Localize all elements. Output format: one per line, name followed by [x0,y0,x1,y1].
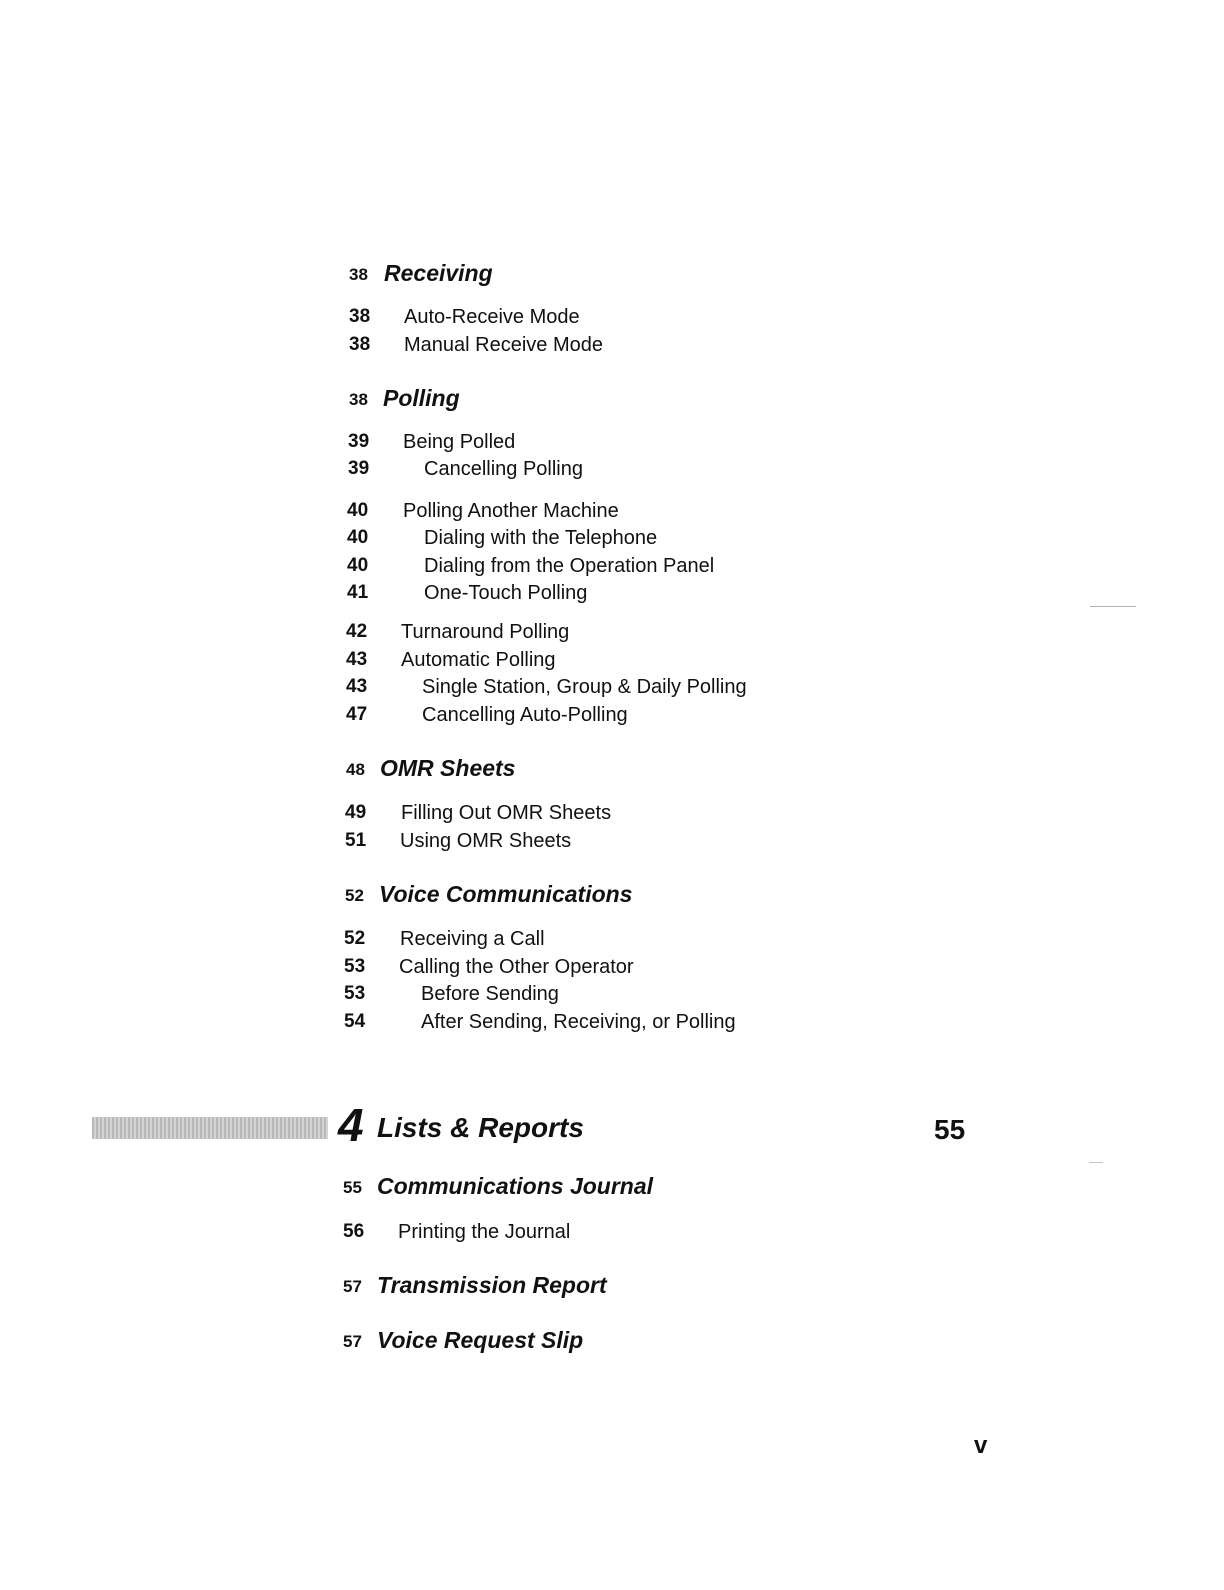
toc-subentry: Dialing from the Operation Panel [424,555,715,577]
section-heading: Transmission Report [377,1272,607,1298]
toc-entry: Using OMR Sheets [400,830,572,852]
entry-page-number: 43 [346,649,368,670]
entry-page-number: 54 [344,1011,366,1032]
toc-subentry: After Sending, Receiving, or Polling [421,1011,736,1033]
entry-page-number: 51 [345,830,367,851]
entry-page-number: 40 [347,500,369,521]
entry-page-number: 52 [344,928,366,949]
toc-entry: Manual Receive Mode [404,334,603,356]
margin-rule [1090,606,1136,607]
entry-page-number: 41 [347,582,369,603]
section-page-number: 48 [346,760,365,779]
toc-subentry: Cancelling Auto-Polling [422,704,628,726]
entry-page-number: 53 [344,956,366,977]
entry-page-number: 40 [347,555,369,576]
toc-entry: Filling Out OMR Sheets [401,802,612,824]
section-page-number: 57 [343,1332,362,1351]
chapter-page-number: 55 [934,1114,966,1145]
entry-page-number: 39 [348,458,370,479]
section-page-number: 55 [343,1178,362,1197]
toc-entry: Turnaround Polling [401,621,570,643]
entry-page-number: 40 [347,527,369,548]
toc-entry: Printing the Journal [398,1221,571,1243]
section-heading: Voice Communications [379,881,633,907]
entry-page-number: 43 [346,676,368,697]
entry-page-number: 49 [345,802,367,823]
entry-page-number: 56 [343,1221,365,1242]
entry-page-number: 38 [349,306,371,327]
entry-page-number: 42 [346,621,368,642]
toc-entry: Calling the Other Operator [399,956,634,978]
toc-subentry: Before Sending [421,983,559,1005]
toc-entry: Receiving a Call [400,928,545,950]
toc-entry: Being Polled [403,431,516,453]
section-page-number: 52 [345,886,364,905]
section-page-number: 38 [349,390,368,409]
toc-entry: Automatic Polling [401,649,556,671]
section-page-number: 38 [349,265,368,284]
margin-tick [1089,1162,1103,1163]
section-heading: Communications Journal [377,1173,654,1199]
toc-entry: Polling Another Machine [403,500,619,522]
entry-page-number: 39 [348,431,370,452]
toc-subentry: Cancelling Polling [424,458,583,480]
toc-subentry: One-Touch Polling [424,582,588,604]
chapter-title: Lists & Reports [377,1112,584,1143]
section-page-number: 57 [343,1277,362,1296]
chapter-tab-bar [92,1117,328,1139]
toc-subentry: Dialing with the Telephone [424,527,658,549]
section-heading: OMR Sheets [380,755,516,781]
section-heading: Voice Request Slip [377,1327,584,1353]
section-heading: Receiving [384,260,493,286]
chapter-number: 4 [338,1099,364,1151]
toc-subentry: Single Station, Group & Daily Polling [422,676,747,698]
entry-page-number: 53 [344,983,366,1004]
toc-entry: Auto-Receive Mode [404,306,580,328]
page-folio: v [974,1432,988,1459]
section-heading: Polling [383,385,460,411]
entry-page-number: 38 [349,334,371,355]
entry-page-number: 47 [346,704,368,725]
